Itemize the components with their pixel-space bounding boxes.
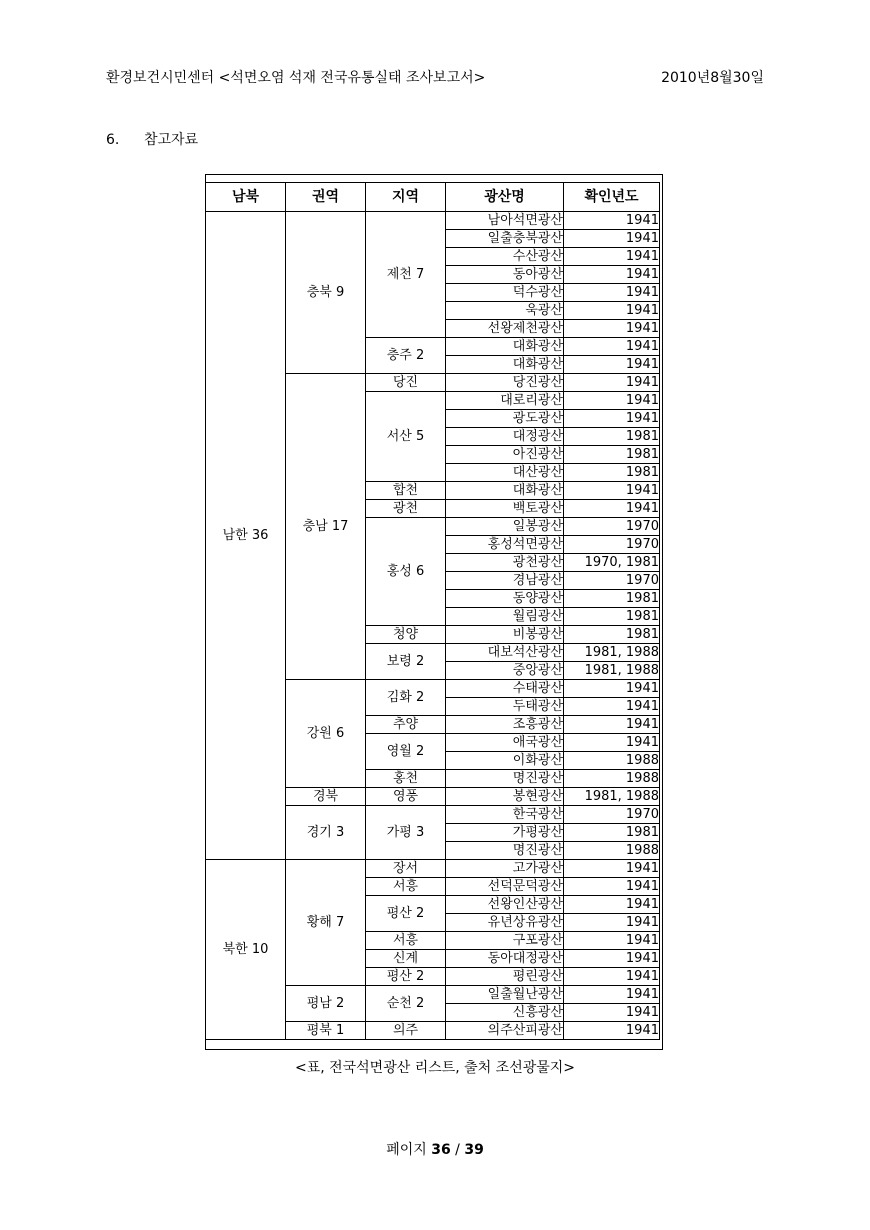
cell-year: 1988 [564, 842, 660, 860]
cell-mine: 의주산피광산 [446, 1022, 564, 1040]
page-separator: / [455, 1142, 460, 1158]
cell-jiyeok: 장서 [366, 860, 446, 878]
column-header-nambuk: 남북 [206, 183, 286, 212]
cell-jiyeok: 홍성 6 [366, 518, 446, 626]
table-row [206, 860, 660, 878]
cell-mine: 경남광산 [446, 572, 564, 590]
cell-mine: 선왕인산광산 [446, 896, 564, 914]
cell-year: 1941 [564, 986, 660, 1004]
column-header-year: 확인년도 [564, 183, 660, 212]
cell-mine: 욱광산 [446, 302, 564, 320]
cell-mine: 남아석면광산 [446, 212, 564, 230]
cell-year: 1941 [564, 932, 660, 950]
cell-mine: 중앙광산 [446, 662, 564, 680]
cell-mine: 애국광산 [446, 734, 564, 752]
cell-year: 1970 [564, 536, 660, 554]
cell-mine: 당진광산 [446, 374, 564, 392]
cell-mine: 평린광산 [446, 968, 564, 986]
page-number [0, 1139, 870, 1159]
cell-mine: 광천광산 [446, 554, 564, 572]
cell-mine: 일봉광산 [446, 518, 564, 536]
cell-jiyeok: 청양 [366, 626, 446, 644]
cell-year: 1970 [564, 518, 660, 536]
cell-year: 1941 [564, 230, 660, 248]
cell-mine: 명진광산 [446, 770, 564, 788]
cell-jiyeok: 보령 2 [366, 644, 446, 680]
cell-year: 1941 [564, 248, 660, 266]
column-header-jiyeok: 지역 [366, 183, 446, 212]
cell-year: 1981, 1988 [564, 662, 660, 680]
cell-jiyeok: 추양 [366, 716, 446, 734]
cell-year: 1981 [564, 590, 660, 608]
cell-year: 1941 [564, 914, 660, 932]
cell-year: 1941 [564, 698, 660, 716]
cell-jiyeok: 홍천 [366, 770, 446, 788]
cell-year: 1941 [564, 482, 660, 500]
cell-year: 1941 [564, 878, 660, 896]
section-title: 참고자료 [144, 132, 199, 148]
cell-year: 1981 [564, 446, 660, 464]
cell-year: 1941 [564, 734, 660, 752]
cell-year: 1981, 1988 [564, 644, 660, 662]
table-caption: <표, 전국석면광산 리스트, 출처 조선광물지> [294, 1060, 576, 1076]
cell-year: 1941 [564, 392, 660, 410]
cell-mine: 조흥광산 [446, 716, 564, 734]
cell-jiyeok: 광천 [366, 500, 446, 518]
cell-year: 1941 [564, 374, 660, 392]
cell-jiyeok: 신계 [366, 950, 446, 968]
cell-gwonyeok: 강원 6 [286, 680, 366, 788]
cell-mine: 일출충북광산 [446, 230, 564, 248]
cell-year: 1970, 1981 [564, 554, 660, 572]
cell-jiyeok: 서산 5 [366, 392, 446, 482]
cell-year: 1941 [564, 410, 660, 428]
cell-mine: 동양광산 [446, 590, 564, 608]
cell-jiyeok: 당진 [366, 374, 446, 392]
cell-gwonyeok: 경북 [286, 788, 366, 806]
cell-year: 1981 [564, 608, 660, 626]
column-header-gwonyeok: 권역 [286, 183, 366, 212]
header-title: 환경보건시민센터 <석면오염 석재 전국유통실태 조사보고서> [106, 70, 486, 86]
cell-jiyeok: 의주 [366, 1022, 446, 1040]
cell-mine: 선왕제천광산 [446, 320, 564, 338]
cell-year: 1941 [564, 968, 660, 986]
cell-mine: 한국광산 [446, 806, 564, 824]
header-date: 2010년8월30일 [661, 70, 764, 86]
cell-jiyeok: 가평 3 [366, 806, 446, 860]
page-current: 36 [431, 1142, 451, 1158]
cell-jiyeok: 합천 [366, 482, 446, 500]
cell-jiyeok: 제천 7 [366, 212, 446, 338]
cell-mine: 대정광산 [446, 428, 564, 446]
cell-jiyeok: 평산 2 [366, 968, 446, 986]
cell-mine: 덕수광산 [446, 284, 564, 302]
cell-jiyeok: 충주 2 [366, 338, 446, 374]
cell-year: 1981 [564, 464, 660, 482]
cell-year: 1941 [564, 680, 660, 698]
cell-gwonyeok: 충북 9 [286, 212, 366, 374]
cell-gwonyeok: 황해 7 [286, 860, 366, 986]
asbestos-mine-table [205, 182, 660, 1040]
cell-jiyeok: 평산 2 [366, 896, 446, 932]
table-header-row [206, 183, 660, 212]
cell-year: 1941 [564, 1004, 660, 1022]
cell-year: 1988 [564, 770, 660, 788]
cell-year: 1981 [564, 824, 660, 842]
cell-year: 1941 [564, 1022, 660, 1040]
cell-mine: 명진광산 [446, 842, 564, 860]
cell-mine: 광도광산 [446, 410, 564, 428]
cell-mine: 비봉광산 [446, 626, 564, 644]
cell-year: 1941 [564, 284, 660, 302]
cell-mine: 홍성석면광산 [446, 536, 564, 554]
cell-year: 1970 [564, 806, 660, 824]
cell-mine: 고가광산 [446, 860, 564, 878]
cell-mine: 대산광산 [446, 464, 564, 482]
cell-jiyeok: 순천 2 [366, 986, 446, 1022]
cell-mine: 신흥광산 [446, 1004, 564, 1022]
cell-mine: 대로리광산 [446, 392, 564, 410]
cell-year: 1941 [564, 302, 660, 320]
cell-year: 1941 [564, 860, 660, 878]
cell-mine: 대화광산 [446, 338, 564, 356]
cell-jiyeok: 영풍 [366, 788, 446, 806]
cell-mine: 일출월난광산 [446, 986, 564, 1004]
cell-gwonyeok: 평북 1 [286, 1022, 366, 1040]
cell-gwonyeok: 경기 3 [286, 806, 366, 860]
cell-year: 1941 [564, 320, 660, 338]
cell-mine: 동아대정광산 [446, 950, 564, 968]
cell-jiyeok: 김화 2 [366, 680, 446, 716]
cell-year: 1941 [564, 212, 660, 230]
cell-gwonyeok: 충남 17 [286, 374, 366, 680]
cell-year: 1970 [564, 572, 660, 590]
cell-year: 1981 [564, 428, 660, 446]
cell-nambuk: 북한 10 [206, 860, 286, 1040]
cell-jiyeok: 서흥 [366, 878, 446, 896]
page-total: 39 [464, 1142, 484, 1158]
cell-mine: 아진광산 [446, 446, 564, 464]
cell-year: 1941 [564, 896, 660, 914]
cell-jiyeok: 영월 2 [366, 734, 446, 770]
cell-mine: 대화광산 [446, 356, 564, 374]
cell-mine: 월림광산 [446, 608, 564, 626]
cell-year: 1941 [564, 500, 660, 518]
cell-mine: 수태광산 [446, 680, 564, 698]
cell-year: 1941 [564, 356, 660, 374]
cell-jiyeok: 서흥 [366, 932, 446, 950]
cell-gwonyeok: 평남 2 [286, 986, 366, 1022]
cell-mine: 봉현광산 [446, 788, 564, 806]
cell-mine: 구포광산 [446, 932, 564, 950]
section-heading [106, 129, 198, 149]
section-number: 6. [106, 132, 120, 148]
cell-year: 1941 [564, 338, 660, 356]
cell-year: 1988 [564, 752, 660, 770]
cell-mine: 동아광산 [446, 266, 564, 284]
cell-year: 1941 [564, 716, 660, 734]
cell-mine: 대보석산광산 [446, 644, 564, 662]
table-row [206, 212, 660, 230]
cell-nambuk: 남한 36 [206, 212, 286, 860]
cell-mine: 백토광산 [446, 500, 564, 518]
column-header-mine: 광산명 [446, 183, 564, 212]
cell-mine: 수산광산 [446, 248, 564, 266]
cell-mine: 가평광산 [446, 824, 564, 842]
cell-mine: 이화광산 [446, 752, 564, 770]
cell-mine: 두태광산 [446, 698, 564, 716]
cell-mine: 대화광산 [446, 482, 564, 500]
cell-mine: 유년상유광산 [446, 914, 564, 932]
cell-year: 1941 [564, 950, 660, 968]
cell-year: 1941 [564, 266, 660, 284]
cell-year: 1981 [564, 626, 660, 644]
cell-year: 1981, 1988 [564, 788, 660, 806]
cell-mine: 선덕문덕광산 [446, 878, 564, 896]
page-label: 페이지 [386, 1142, 427, 1158]
